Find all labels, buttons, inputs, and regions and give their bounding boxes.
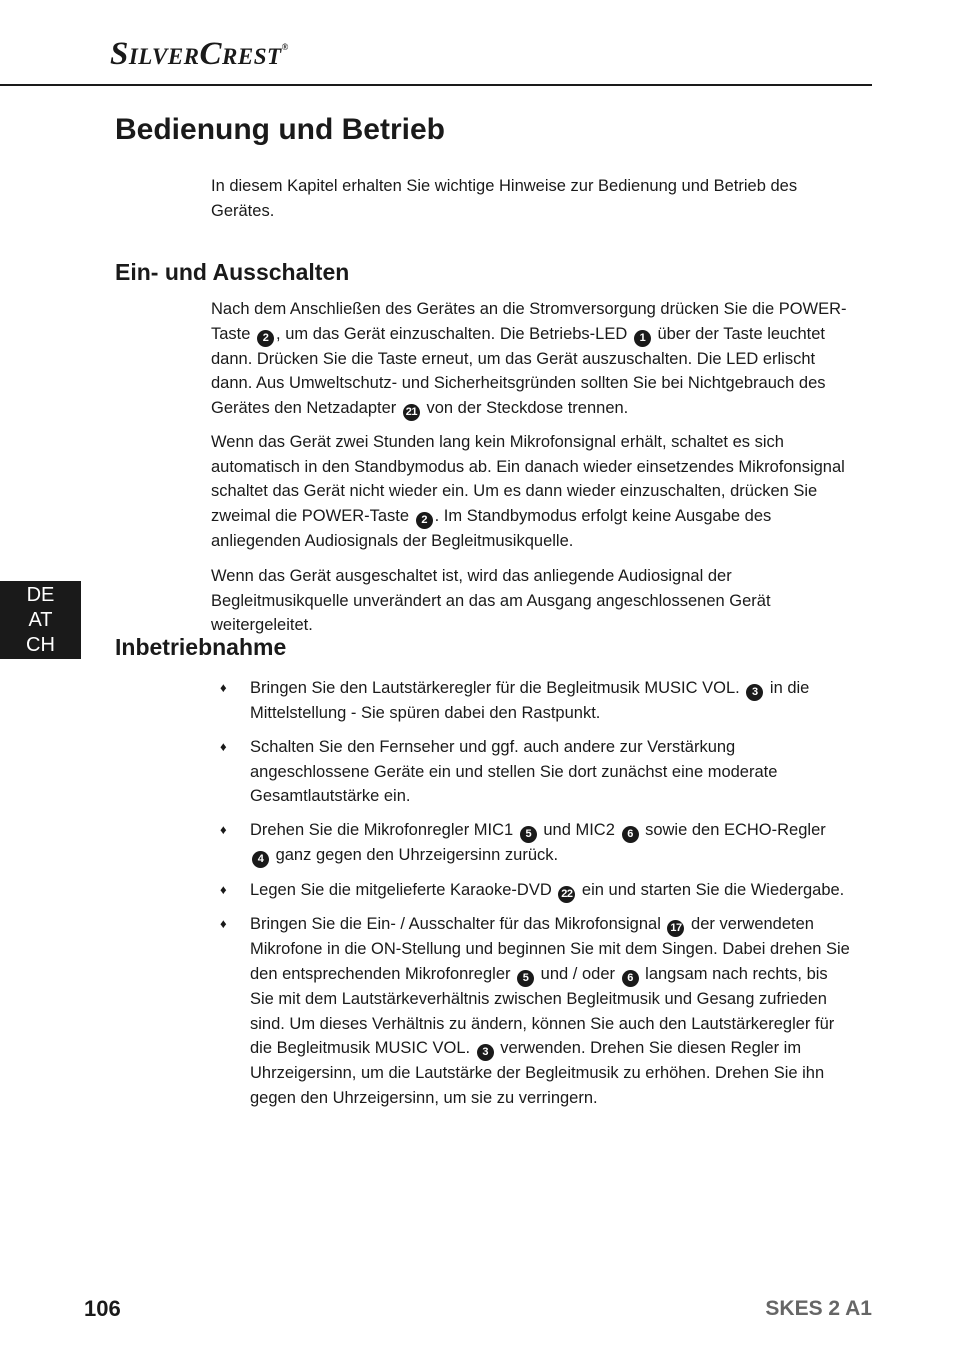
- text-run: langsam nach rechts, bis Sie mit dem Lautstärkeverhältnis zwischen Begleitmusik und Gesang zufrieden sind. Um dieses Verhältnis zu ändern, können Sie auch den Lautstärkeregler für die Begleitmusik MUSIC VOL.: [250, 964, 835, 1058]
- list-item: [211, 735, 851, 809]
- reference-number-badge: 2: [416, 512, 433, 529]
- language-tab: [0, 581, 81, 659]
- language-ch: CH: [26, 634, 55, 656]
- list-item: [211, 878, 851, 903]
- text-run: ein und starten Sie die Wiedergabe.: [577, 880, 845, 899]
- reference-number-badge: 4: [252, 851, 269, 868]
- diamond-bullet-icon: ♦: [220, 881, 227, 897]
- text-run: sowie den ECHO-Regler: [640, 821, 826, 840]
- brand-logo: [110, 36, 289, 73]
- power-paragraph-1: [211, 297, 851, 421]
- registered-mark: ®: [281, 42, 289, 52]
- list-item: [211, 912, 851, 1110]
- text-run: . Im Standbymodus erfolgt keine Ausgabe des anliegenden Audiosignals der Begleitmusikquelle.: [211, 506, 772, 550]
- diamond-bullet-icon: ♦: [220, 680, 227, 695]
- text-run: Drehen Sie die Mikrofonregler MIC1: [250, 821, 518, 840]
- section-heading-setup: Inbetriebnahme: [115, 634, 287, 660]
- text-run: Bringen Sie die Ein- / Ausschalter für das Mikrofonsignal: [250, 915, 666, 934]
- power-paragraph-2: [211, 430, 851, 553]
- text-run: und MIC2: [538, 821, 620, 840]
- text-run: verwenden. Drehen Sie diesen Regler im Uhrzeigersinn, um die Lautstärke der Begleitmusik zu erhöhen. Drehen Sie ihn gegen den Uhrzeigersinn, um sie zu verringern.: [250, 1039, 825, 1107]
- text-run: in die Mittelstellung - Sie spüren dabei den Rastpunkt.: [250, 679, 810, 722]
- diamond-bullet-icon: ♦: [220, 739, 227, 755]
- language-at: AT: [28, 609, 53, 631]
- reference-number-badge: 6: [622, 826, 639, 843]
- text-run: von der Steckdose trennen.: [421, 398, 629, 417]
- text-run: und / oder: [536, 964, 620, 983]
- reference-number-badge: 5: [517, 970, 534, 987]
- language-de: DE: [26, 584, 55, 606]
- reference-number-badge: 3: [477, 1044, 494, 1061]
- text-run: Bringen Sie den Lautstärkeregler für die Begleitmusik MUSIC VOL.: [250, 679, 745, 697]
- reference-number-badge: 1: [634, 330, 651, 347]
- power-paragraph-3: Wenn das Gerät ausgeschaltet ist, wird das anliegende Audiosignal der Begleitmusikquelle unverändert an das am Ausgang angeschlossenen Gerät weitergeleitet.: [211, 567, 771, 635]
- brand-name: SilverCrest: [110, 36, 282, 72]
- text-run: ganz gegen den Uhrzeigersinn zurück.: [271, 846, 559, 865]
- text-run: der verwendeten Mikrofone in die ON-Stellung und beginnen Sie mit dem Singen. Dabei drehen Sie den entsprechenden Mikrofonregler: [250, 915, 850, 983]
- intro-paragraph: In diesem Kapitel erhalten Sie wichtige Hinweise zur Bedienung und Betrieb des Gerätes.: [211, 177, 798, 220]
- text-run: Legen Sie die mitgelieferte Karaoke-DVD: [250, 880, 557, 899]
- diamond-bullet-icon: ♦: [220, 822, 227, 838]
- reference-number-badge: 5: [520, 826, 537, 843]
- page-title: Bedienung und Betrieb: [115, 113, 445, 146]
- reference-number-badge: 21: [403, 404, 420, 421]
- reference-number-badge: 22: [558, 886, 575, 903]
- page-number: 106: [84, 1296, 121, 1321]
- text-run: , um das Gerät einzuschalten. Die Betriebs-LED: [276, 324, 632, 343]
- reference-number-badge: 17: [667, 920, 684, 937]
- reference-number-badge: 6: [622, 970, 639, 987]
- model-name: SKES 2 A1: [765, 1297, 872, 1320]
- text-run: Nach dem Anschließen des Gerätes an die Stromversorgung drücken Sie die POWER-Taste: [211, 300, 847, 343]
- text-run: Schalten Sie den Fernseher und ggf. auch andere zur Verstärkung angeschlossene Geräte ein und stellen Sie dort zunächst eine moderate Gesamtlautstärke ein.: [250, 738, 778, 806]
- reference-number-badge: 2: [257, 330, 274, 347]
- header-rule: [0, 84, 872, 86]
- setup-steps-list: [211, 676, 851, 1120]
- reference-number-badge: 3: [746, 684, 763, 701]
- text-run: Wenn das Gerät zwei Stunden lang kein Mikrofonsignal erhält, schaltet es sich automatisch in den Standbymodus ab. Ein danach wieder einsetzendes Mikrofonsignal schaltet das Gerät nicht wieder ein. Um es dann wieder einzuschalten, drücken Sie zweimal die POWER-Taste: [211, 433, 845, 525]
- text-run: über der Taste leuchtet dann. Drücken Sie die Taste erneut, um das Gerät auszuschalten. Die LED erlischt dann. Aus Umweltschutz- und Sicherheitsgründen sollten Sie bei Nichtgebrauch des Gerätes den Netzadapter: [211, 324, 826, 417]
- diamond-bullet-icon: ♦: [220, 916, 227, 932]
- list-item: [211, 818, 851, 868]
- section-heading-power: Ein- und Ausschalten: [115, 259, 350, 285]
- list-item: [211, 676, 851, 726]
